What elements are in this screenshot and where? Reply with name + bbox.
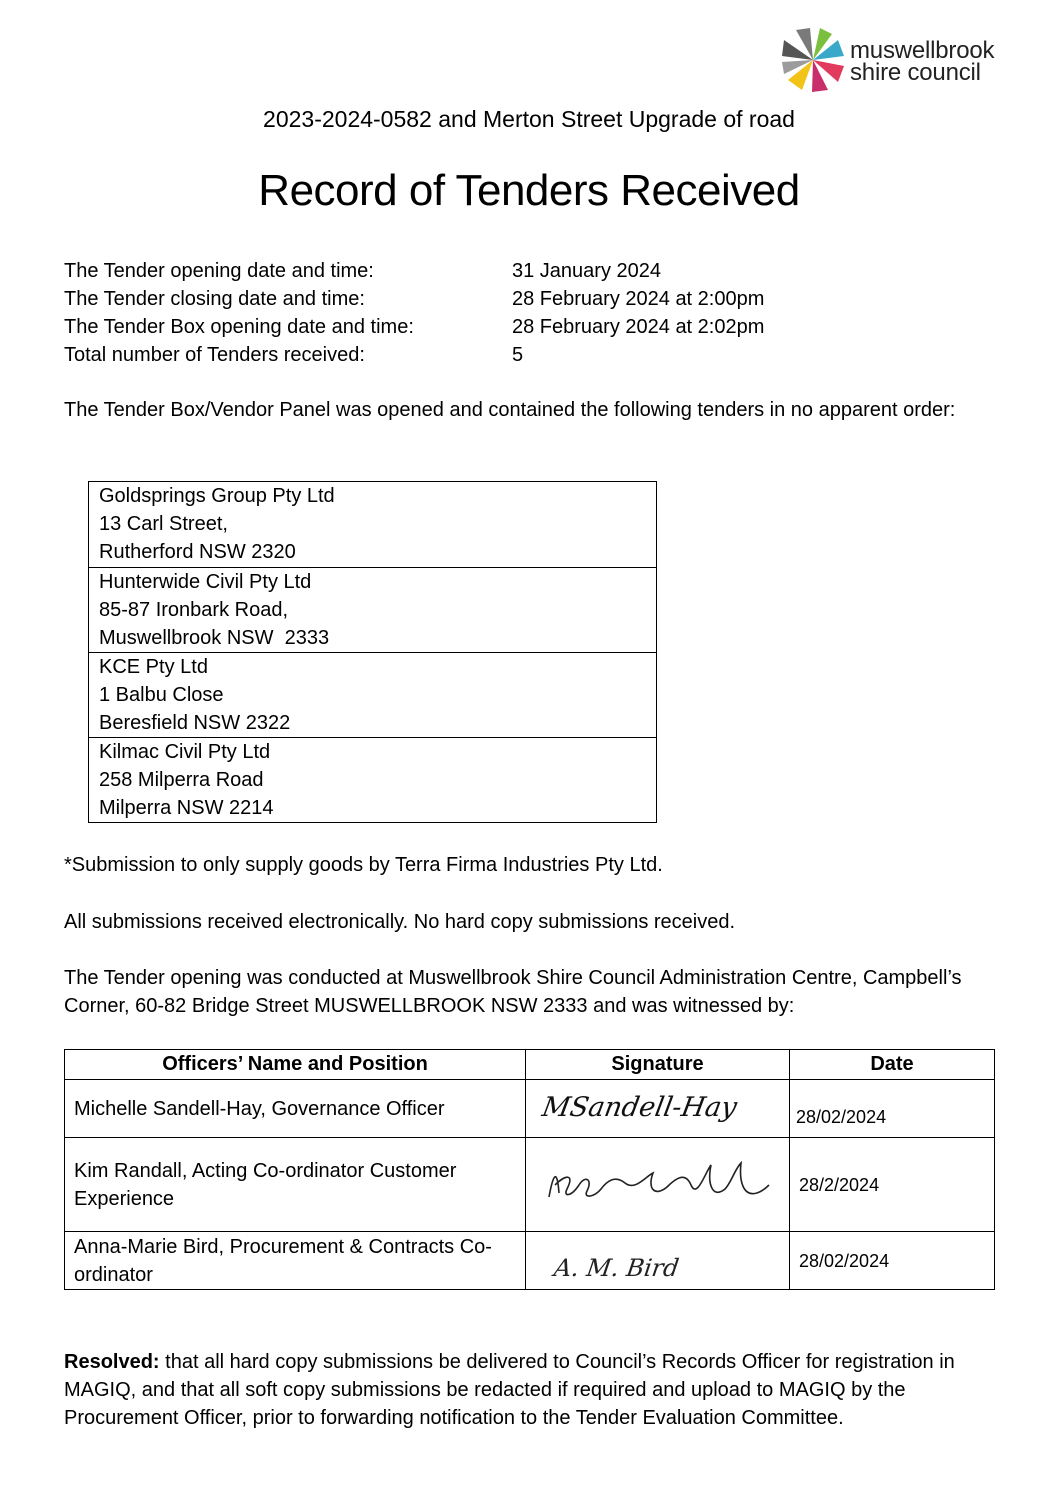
tender-details [64, 257, 764, 369]
detail-value: 5 [512, 344, 524, 366]
signature-text: KRandall [541, 1217, 550, 1220]
tender-name: KCE Pty Ltd [99, 656, 208, 678]
table-row [65, 1232, 995, 1290]
tender-entry [89, 652, 656, 737]
signed-date: 28/02/2024 [790, 1080, 995, 1138]
resolved-text: that all hard copy submissions be delivered to Council’s Records Officer for registration in MAGIQ, and that all soft copy submissions be redacted if required and upload to MAGIQ by the Procurement Officer, prior to forwarding notification to the Tender Evaluation Committee. [64, 1351, 955, 1429]
signature-text: MSandell-Hay [539, 1091, 740, 1123]
tender-address-line-2: Rutherford NSW 2320 [99, 541, 296, 563]
council-logo [780, 26, 1015, 96]
signed-date: 28/02/2024 [790, 1232, 995, 1290]
supply-note: *Submission to only supply goods by Terra Firma Industries Pty Ltd. [64, 854, 663, 876]
signature-image [535, 1145, 775, 1225]
council-logo-text [850, 37, 995, 86]
table-header-row [65, 1050, 995, 1080]
tender-entry [89, 567, 656, 652]
detail-row [64, 313, 764, 341]
detail-value: 28 February 2024 at 2:02pm [512, 316, 765, 338]
resolved-label: Resolved: [64, 1351, 160, 1373]
logo-line-2: shire council [850, 59, 981, 86]
tenders-list [88, 481, 657, 823]
detail-label: The Tender opening date and time: [64, 260, 374, 282]
officer-name-position: Kim Randall, Acting Co-ordinator Customer Experience [65, 1138, 526, 1232]
signature-cell [526, 1080, 790, 1138]
electronic-note: All submissions received electronically. No hard copy submissions received. [64, 911, 736, 933]
council-logo-mark [780, 26, 846, 94]
detail-label: Total number of Tenders received: [64, 344, 365, 366]
table-row [65, 1080, 995, 1138]
tender-name: Goldsprings Group Pty Ltd [99, 485, 335, 507]
tender-name: Kilmac Civil Pty Ltd [99, 741, 271, 763]
table-row [65, 1138, 995, 1232]
detail-row [64, 285, 764, 313]
reference-line: 2023-2024-0582 and Merton Street Upgrade of road [263, 106, 795, 132]
officers-table [64, 1049, 995, 1290]
signature-image [535, 1082, 775, 1136]
tender-entry [89, 737, 656, 822]
witness-paragraph: The Tender opening was conducted at Muswellbrook Shire Council Administration Centre, Campbell’s Corner, 60-82 Bridge Street MUSWELLBROOK NSW 2333 and was witnessed by: [64, 967, 962, 1017]
tender-address-line-1: 1 Balbu Close [99, 684, 224, 706]
detail-row [64, 341, 764, 369]
officer-name-position: Michelle Sandell-Hay, Governance Officer [65, 1080, 526, 1138]
officer-name-position: Anna-Marie Bird, Procurement & Contracts Co-ordinator [65, 1232, 526, 1290]
detail-label: The Tender Box opening date and time: [64, 316, 414, 338]
tender-address-line-1: 258 Milperra Road [99, 769, 264, 791]
page-title: Record of Tenders Received [258, 166, 800, 215]
detail-row [64, 257, 764, 285]
tender-address-line-1: 85-87 Ironbark Road, [99, 599, 289, 621]
detail-value: 28 February 2024 at 2:00pm [512, 288, 765, 310]
signature-cell [526, 1232, 790, 1290]
tender-address-line-1: 13 Carl Street, [99, 513, 228, 535]
resolution-paragraph [64, 1348, 1004, 1432]
column-header-signature: Signature [526, 1050, 790, 1080]
column-header-officer: Officers’ Name and Position [65, 1050, 526, 1080]
signed-date: 28/2/2024 [790, 1138, 995, 1232]
tender-entry [89, 482, 656, 567]
tender-address-line-2: Beresfield NSW 2322 [99, 712, 291, 734]
signature-cell [526, 1138, 790, 1232]
tender-name: Hunterwide Civil Pty Ltd [99, 571, 312, 593]
column-header-date: Date [790, 1050, 995, 1080]
signature-text: A. M. Bird [552, 1253, 681, 1282]
logo-line-1: muswellbrook [850, 37, 995, 64]
signature-image [535, 1234, 775, 1288]
detail-value: 31 January 2024 [512, 260, 662, 282]
detail-label: The Tender closing date and time: [64, 288, 365, 310]
tender-address-line-2: Muswellbrook NSW 2333 [99, 627, 330, 649]
tender-address-line-2: Milperra NSW 2214 [99, 797, 274, 819]
intro-paragraph: The Tender Box/Vendor Panel was opened and contained the following tenders in no apparent order: [64, 399, 956, 421]
